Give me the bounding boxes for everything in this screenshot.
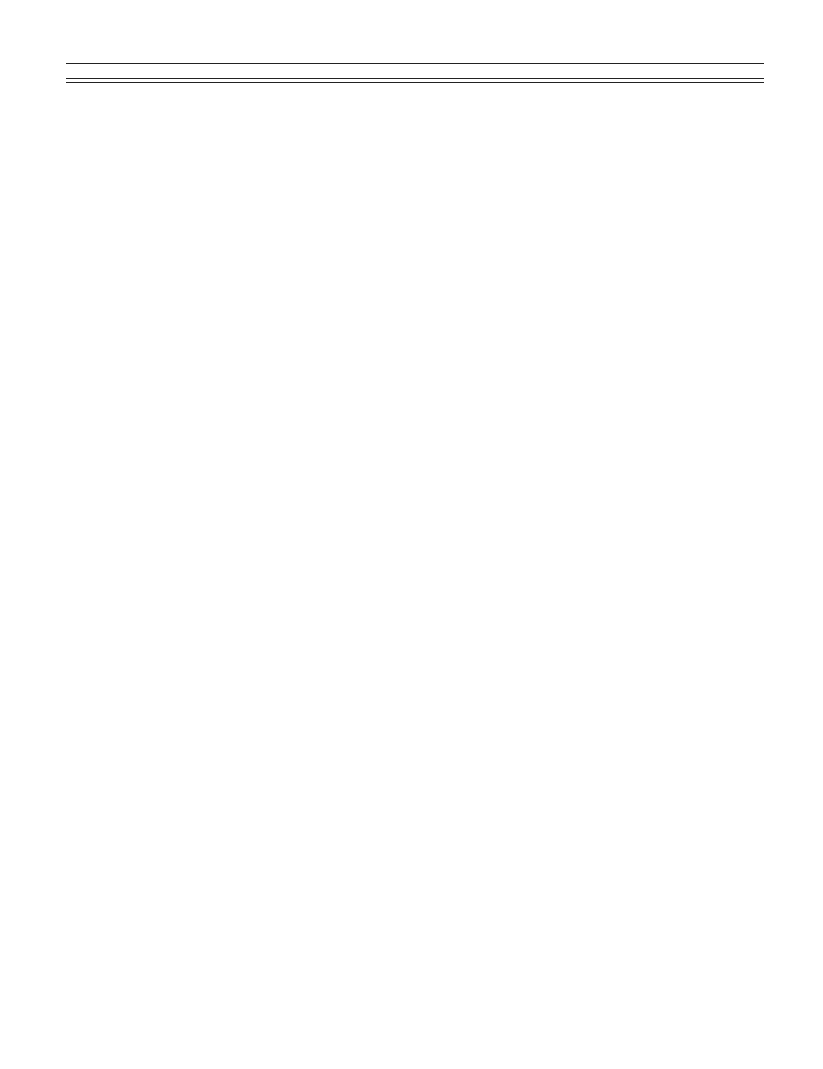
table-header-row (66, 64, 764, 78)
table-body (66, 79, 764, 81)
newman-projection-figure (416, 484, 770, 840)
data-table (66, 63, 764, 83)
